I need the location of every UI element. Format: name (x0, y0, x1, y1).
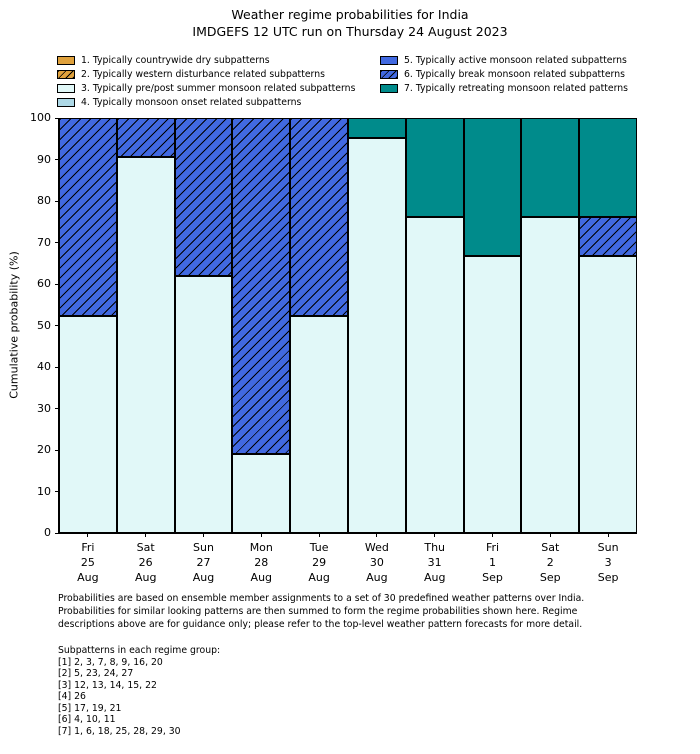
x-tick-label-line: 29 (312, 556, 327, 569)
legend-item-regime-1 (57, 53, 355, 67)
y-axis-label: Cumulative probability (%) (7, 251, 21, 399)
x-tick-label-line: 31 (427, 556, 442, 569)
x-tick-label-line: Fri (485, 541, 500, 554)
x-tick-label-line: Mon (249, 541, 273, 554)
bar-segment-regime-3 (348, 138, 406, 533)
chart-title-block (0, 7, 700, 40)
x-tick-label (424, 540, 445, 585)
y-tick-label: 30 (37, 401, 51, 415)
legend-item-regime-6 (380, 67, 628, 81)
x-tick-label-line: Aug (77, 571, 99, 584)
y-tick-label: 90 (37, 152, 51, 166)
bar-segment-regime-3 (59, 316, 117, 533)
bar-segment-regime-7 (348, 118, 406, 138)
x-tick-label-line: Aug (366, 571, 388, 584)
x-tick-label-line: Aug (250, 571, 273, 584)
x-tick-label-line: 3 (604, 556, 612, 569)
x-tick-label-line: Sat (541, 541, 560, 554)
x-tick-mark (87, 533, 88, 537)
bar-segment-regime-7 (406, 118, 464, 217)
bar-sun-27-aug (175, 118, 233, 533)
subpattern-group-line: [6] 4, 10, 11 (58, 714, 116, 725)
y-tick-mark (55, 325, 59, 326)
footnote (58, 592, 584, 631)
bar-segment-regime-6 (579, 217, 637, 256)
x-tick-mark (203, 533, 204, 537)
y-tick-label: 0 (44, 526, 51, 539)
bar-sun-3-sep (579, 118, 637, 533)
x-tick-label (308, 540, 329, 585)
x-tick-label (540, 540, 561, 585)
legend-label-regime-2: 2. Typically western disturbance related subpatterns (81, 68, 325, 80)
bar-mon-28-aug (232, 118, 290, 533)
x-tick-label (250, 540, 273, 585)
bar-segment-regime-3 (117, 157, 175, 533)
bar-segment-regime-6 (59, 118, 117, 316)
y-tick-mark (55, 118, 59, 119)
x-tick-label-line: 1 (488, 556, 496, 569)
x-tick-label-line: Sep (597, 571, 619, 584)
x-tick-label-line: 28 (254, 556, 269, 569)
x-tick-label-line: Wed (364, 541, 389, 554)
bar-segment-regime-6 (290, 118, 348, 316)
chart-subtitle: IMDGEFS 12 UTC run on Thursday 24 August 2023 (192, 23, 508, 39)
subpatterns-title: Subpatterns in each regime group: (58, 645, 221, 656)
y-tick-mark (55, 159, 59, 160)
x-tick-mark (319, 533, 320, 537)
y-tick-mark (55, 284, 59, 285)
x-tick-label-line: Sep (539, 571, 561, 584)
footnote-line: Probabilities for similar looking patterns are then summed to form the regime probabilities shown here. Regime (58, 606, 578, 617)
x-tick-mark (608, 533, 609, 537)
legend-item-regime-7 (380, 81, 628, 95)
bar-segment-regime-3 (232, 454, 290, 533)
x-tick-label (193, 540, 214, 585)
bar-fri-1-sep (464, 118, 522, 533)
y-tick-label: 50 (37, 318, 51, 332)
x-tick-label (482, 540, 503, 585)
y-tick-mark (55, 242, 59, 243)
x-tick-label-line: Fri (81, 541, 95, 554)
bar-wed-30-aug (348, 118, 406, 533)
bar-segment-regime-7 (464, 118, 522, 256)
bar-segment-regime-7 (579, 118, 637, 217)
x-tick-mark (145, 533, 146, 537)
legend-item-regime-3 (57, 81, 355, 95)
y-tick-mark (55, 533, 59, 534)
subpattern-group-line: [4] 26 (58, 691, 86, 702)
y-tick-mark (55, 450, 59, 451)
legend-swatch-regime-7 (380, 84, 398, 93)
chart-title: Weather regime probabilities for India (231, 7, 469, 22)
subpattern-group-line: [2] 5, 23, 24, 27 (58, 668, 134, 679)
x-tick-label-line: 26 (138, 556, 153, 569)
y-tick-label: 10 (37, 484, 51, 498)
bar-segment-regime-7 (521, 118, 579, 217)
x-tick-label-line: Tue (309, 541, 329, 554)
bar-segment-regime-6 (175, 118, 233, 276)
bar-segment-regime-6 (232, 118, 290, 454)
bar-segment-regime-3 (175, 276, 233, 533)
x-tick-mark (434, 533, 435, 537)
legend-swatch-regime-6 (380, 70, 398, 79)
x-tick-label (77, 540, 98, 585)
plot-area (30, 111, 637, 584)
y-tick-mark (55, 367, 59, 368)
y-tick-label: 20 (37, 443, 51, 456)
y-tick-label: 100 (30, 111, 51, 124)
y-tick-mark (55, 491, 59, 492)
legend-item-regime-5 (380, 53, 628, 67)
legend-swatch-regime-1 (57, 56, 75, 65)
x-tick-label (135, 540, 156, 585)
legend-item-regime-4 (57, 96, 355, 110)
bar-segment-regime-3 (406, 217, 464, 533)
legend-column-right (380, 53, 628, 96)
legend-label-regime-4: 4. Typically monsoon onset related subpatterns (81, 97, 302, 109)
legend-item-regime-2 (57, 67, 355, 81)
x-tick-label (598, 540, 619, 585)
legend-swatch-regime-3 (57, 84, 75, 93)
y-tick-label: 60 (37, 277, 51, 290)
legend-swatch-regime-4 (57, 98, 75, 107)
subpatterns-block (58, 645, 220, 737)
legend-label-regime-6: 6. Typically break monsoon related subpatterns (404, 68, 625, 80)
footnote-line: Probabilities are based on ensemble member assignments to a set of 30 predefined weather patterns over India. (58, 593, 585, 604)
x-tick-label (365, 540, 389, 585)
footnote-line: descriptions above are for guidance only; please refer to the top-level weather pattern forecasts for more detail. (58, 619, 583, 630)
subpattern-group-line: [5] 17, 19, 21 (58, 702, 122, 714)
bar-segment-regime-3 (464, 256, 522, 533)
bar-segment-regime-3 (521, 217, 579, 533)
legend-label-regime-1: 1. Typically countrywide dry subpatterns (81, 54, 270, 66)
x-tick-mark (261, 533, 262, 537)
x-tick-label-line: Aug (308, 571, 330, 584)
x-tick-label-line: 25 (80, 556, 95, 569)
y-tick-mark (55, 201, 59, 202)
x-tick-mark (376, 533, 377, 537)
x-tick-label-line: Aug (192, 571, 215, 584)
x-tick-label-line: Aug (134, 571, 157, 584)
x-tick-label-line: 27 (196, 556, 211, 569)
bar-tue-29-aug (290, 118, 348, 533)
legend-label-regime-5: 5. Typically active monsoon related subpatterns (404, 54, 627, 66)
bar-sat-26-aug (117, 118, 175, 533)
x-tick-label-line: 2 (546, 556, 554, 569)
x-tick-label-line: Sep (482, 571, 503, 584)
x-tick-label-line: 30 (369, 556, 384, 569)
x-tick-label-line: Aug (423, 571, 446, 584)
y-tick-label: 70 (37, 235, 51, 249)
bar-segment-regime-6 (117, 118, 175, 157)
x-tick-mark (492, 533, 493, 537)
y-tick-label: 40 (37, 360, 51, 373)
y-tick-label: 80 (37, 194, 51, 207)
x-tick-label-line: Thu (424, 541, 446, 554)
bar-segment-regime-3 (290, 316, 348, 533)
bar-fri-25-aug (59, 118, 117, 533)
subpattern-group-line: [1] 2, 3, 7, 8, 9, 16, 20 (58, 656, 163, 668)
subpattern-group-line: [7] 1, 6, 18, 25, 28, 29, 30 (58, 725, 181, 737)
legend-swatch-regime-2 (57, 70, 75, 79)
y-tick-mark (55, 408, 59, 409)
bar-segment-regime-3 (579, 256, 637, 533)
x-tick-label-line: Sun (193, 541, 214, 554)
bar-thu-31-aug (406, 118, 464, 533)
legend-column-left (57, 53, 355, 110)
x-tick-label-line: Sun (597, 541, 619, 554)
bar-sat-2-sep (521, 118, 579, 533)
x-tick-mark (550, 533, 551, 537)
subpattern-group-line: [3] 12, 13, 14, 15, 22 (58, 679, 157, 691)
legend-label-regime-7: 7. Typically retreating monsoon related patterns (404, 82, 629, 94)
legend-label-regime-3: 3. Typically pre/post summer monsoon related subpatterns (81, 82, 356, 94)
x-tick-label-line: Sat (136, 541, 155, 554)
legend-swatch-regime-5 (380, 56, 398, 65)
